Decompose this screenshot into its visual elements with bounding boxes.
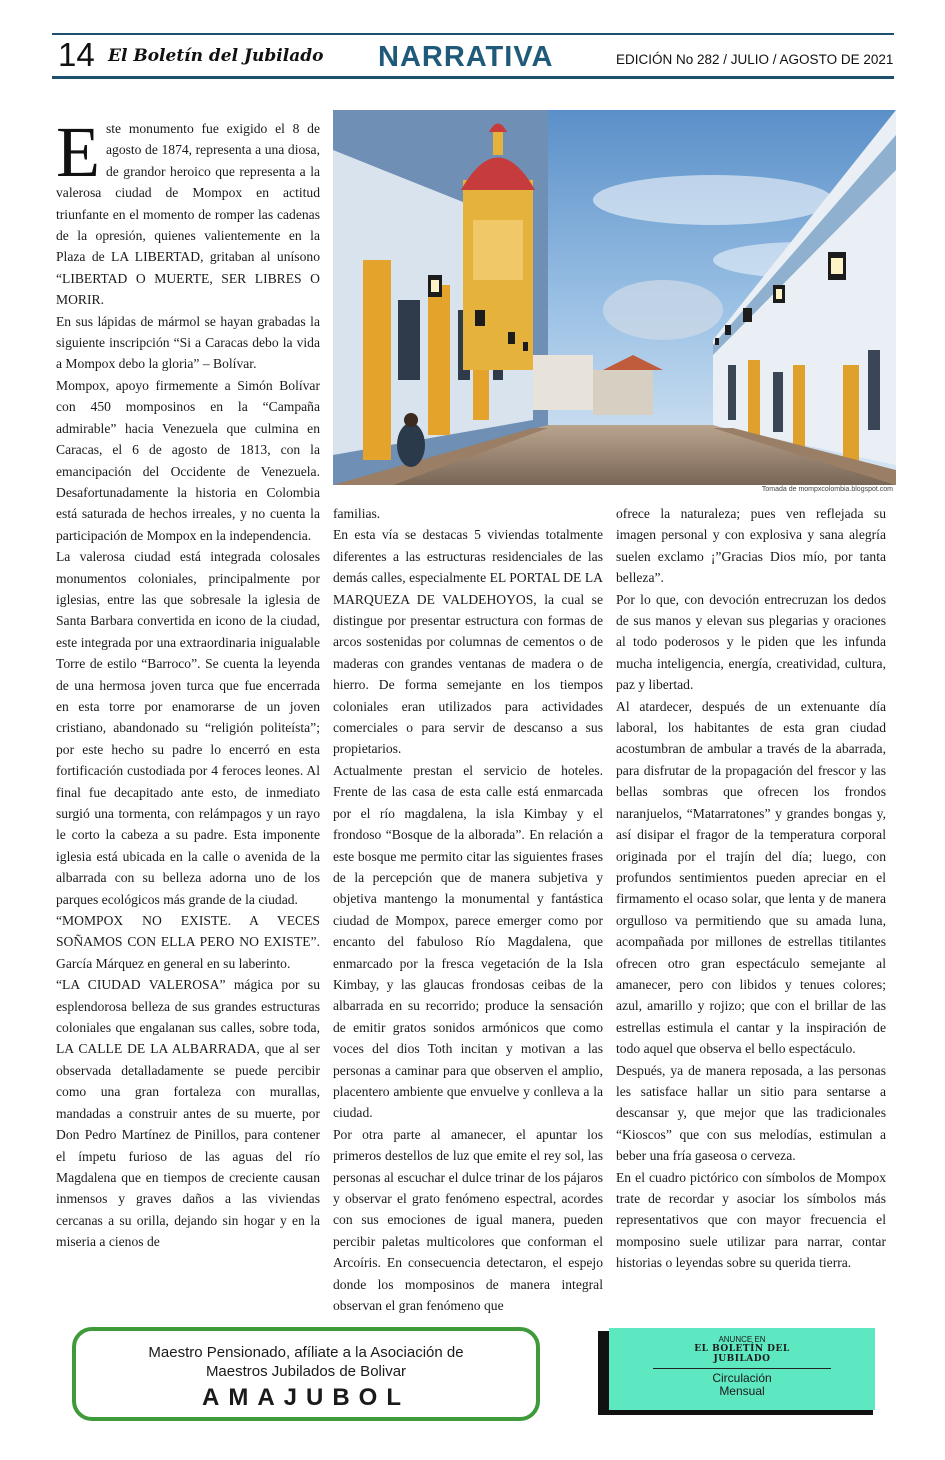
mompox-street-photo: [333, 110, 896, 485]
page-number: 14: [58, 36, 95, 73]
header-top-rule: [52, 33, 894, 35]
section-title: NARRATIVA: [378, 41, 554, 73]
photo-illustration: [333, 110, 896, 485]
ad-line: Circulación: [712, 1371, 772, 1385]
ad-divider: [653, 1368, 831, 1369]
ad-line: Maestro Pensionado, afíliate a la Asociación de: [148, 1344, 464, 1361]
ad-line: Maestros Jubilados de Bolivar: [205, 1363, 407, 1380]
ad-brand: AMAJUBOL: [202, 1384, 410, 1411]
edition-info: EDICIÓN No 282 / JULIO / AGOSTO DE 2021: [616, 52, 894, 67]
ad-line: ANUNCE EN: [718, 1335, 766, 1344]
paragraph: Por otra parte al amanecer, el apuntar los primeros destellos de luz que emite el rey sol, las personas al escuchar el dulce trinar de los pájaros y observar el grato fenómeno espectral, acordes con sus emociones de igual manera, pueden percibir paletas multicolores que conforman el Arcoíris. En consecuencia detectaron, el espejo donde los momposinos de manera integral observan el gran fenómeno que: [333, 1126, 603, 1314]
paragraph: En el cuadro pictórico con símbolos de Mompox trate de recordar y asociar los símbolos más representativos que con mayor frecuencia el momposino suele utilizar para narrar, contar historias o leyendas sobre su querida tierra.: [616, 1169, 886, 1271]
publication-name: El Boletín del Jubilado: [108, 46, 324, 66]
paragraph: Después, ya de manera reposada, a las personas les satisface hallar un sitio para sentarse a descansar y, que mejor que las tradicionales “Kioscos” que con sus melodías, estimulan a beber una fría gaseosa o cerveza.: [616, 1062, 886, 1164]
article-column-3: [616, 503, 886, 1274]
paragraph: Actualmente prestan el servicio de hoteles. Frente de las casa de esta calle está enmarcada por el río magdalena, la isla Kimbay y el frondoso “Bosque de la alborada”. En relación a este bosque me permito citar las siguientes frases de la percepción que de manera subjetiva y objetiva mantengo la monumental y fantástica ciudad de Mompox, parece emerger como por encanto del fabuloso Río Magdalena, que enmarcado por la fresca vegetación de la Isla Kimbay, y las glaucas frondosas ceibas de la albarrada en su recorrido; produce la sensación de emitir gratos sonidos armónicos que como voces del dios Toth incitan y motivan a las personas a caminar para que observen el amplio, placentero ambiente que envuelve y conlleva a la ciudad.: [333, 762, 603, 1121]
paragraph: ofrece la naturaleza; pues ven reflejada su imagen personal y con explosiva y sana alegría suelen exclamo ¡”Gracias Dios mío, por tanta belleza”.: [616, 506, 886, 586]
paragraph: familias.: [333, 506, 381, 521]
paragraph: En esta vía se destacas 5 viviendas totalmente diferentes a las estructuras residenciales de las demás calles, especialmente EL PORTAL DE LA MARQUEZA DE VALDEHOYOS, la cual se distingue por presentar estructura con formas de arcos sostenidas por columnas de cementos o de maderas con grandes ventanas de madera o de hierro. De forma semejante en los tiempos coloniales eran utilizados para actividades comerciales o para servir de descanso a sus propietarios.: [333, 527, 603, 757]
amajubol-ad: [72, 1327, 540, 1421]
paragraph: “MOMPOX NO EXISTE. A VECES SOÑAMOS CON ELLA PERO NO EXISTE”. García Márquez en general en su laberinto.: [56, 913, 320, 971]
advertise-box: [609, 1328, 875, 1410]
header-bottom-rule: [52, 76, 894, 79]
drop-cap: E: [56, 112, 100, 192]
paragraph: Al atardecer, después de un extenuante día laboral, los habitantes de esta gran ciudad acostumbran de ambular a través de la abarrada, para disfrutar de la propagación del frescor y las bellas sombras que ofrecen los frondos naranjuelos, “Matarratones” y grandes bongas y, así disipar el fragor de la temperatura corporal originada por el trajín del día; luego, con profundos sentimientos pueden apreciar en el firmamento el ocaso solar, que lenta y de manera orgulloso va permitiendo que su amada luna, acompañada por millones de estrellas titilantes ofrecen otro gran espectáculo semejante al amanecer, pero con libidos y tenues colores; azul, amarillo y rojizo; que con el brillar de las estrellas estimula el cantar y la inspiración de todo aquel que observa el bello espectáculo.: [616, 698, 886, 1057]
ad-line: EL BOLETÍN DEL: [694, 1344, 790, 1354]
paragraph: “LA CIUDAD VALEROSA” mágica por su esplendorosa belleza de sus grandes estructuras coloniales que engalanan sus calles, sobre toda, LA CALLE DE LA ALBARRADA, que al ser observada detalladamente se puede percibir como una gran fortaleza con murallas, mandadas a construir antes de su muerte, por Don Pedro Martínez de Pinillos, para contener el ímpetu furioso de las aguas del río Magdalena que en tiempos de creciente causan inmensos y graves daños a las viviendas cercanas a su orilla, dejando sin hogar y en la miseria a cienos de: [56, 977, 320, 1250]
ad-line: JUBILADO: [713, 1354, 771, 1364]
paragraph: En sus lápidas de mármol se hayan grabadas la siguiente inscripción “Si a Caracas debo la vida a Mompox debo la gloria” – Bolívar.: [56, 313, 320, 372]
article-column-1: [56, 112, 320, 1253]
article-column-2: [333, 503, 603, 1316]
paragraph: Mompox, apoyo firmemente a Simón Bolívar con 450 momposinos en la “Campaña admirable” hacia Venezuela que culmina en Caracas, el 6 de agosto de 1813, con la emancipación del Occidente de Venezuela. Desafortunadamente la historia en Colombia está saturada de hechos irreales, y no cuenta la participación de Mompox en la independencia.: [56, 377, 320, 543]
paragraph: La valerosa ciudad está integrada colosales monumentos coloniales, principalmente por iglesias, entre las que sobresale la iglesia de Santa Barbara convertida en icono de la ciudad, este integrada por una extraordinaria inigualable Torre de estilo “Barroco”. Se cuenta la leyenda de una hermosa joven turca que fue encerrada en esta torre por enamorarse de un joven cristiano, abandonado su “religión politeísta”; por este hecho su padre lo encerró en esta fortificación custodiada por 4 feroces leones. Al final fue decapitado ante esto, de inmediato surgió una tormenta, con relámpagos y un rayo le corto la cabeza a su padre. Esta imponente iglesia está ubicada en la calle o avenida de la albarrada con su belleza adorna uno de los parques ecológicos más grande de la ciudad.: [56, 549, 320, 907]
ad-line: Mensual: [719, 1384, 765, 1398]
paragraph: ste monumento fue exigido el 8 de agosto de 1874, representa a una diosa, de grandor heroico que representa a la valerosa ciudad de Mompox en actitud triunfante en el momento de romper las cadenas de la opresión, quienes valientemente en la Plaza de LA LIBERTAD, gritaban al unísono “LIBERTAD O MUERTE, SER LIBRES O MORIR.: [56, 121, 320, 308]
photo-credit: Tomada de mompxcolombia.blogspot.com: [761, 486, 893, 493]
paragraph: Por lo que, con devoción entrecruzan los dedos de sus manos y elevan sus plegarias y oraciones al todo poderosos y le piden que les infunda mucha inteligencia, energía, creatividad, cultura, paz y libertad.: [616, 591, 886, 693]
